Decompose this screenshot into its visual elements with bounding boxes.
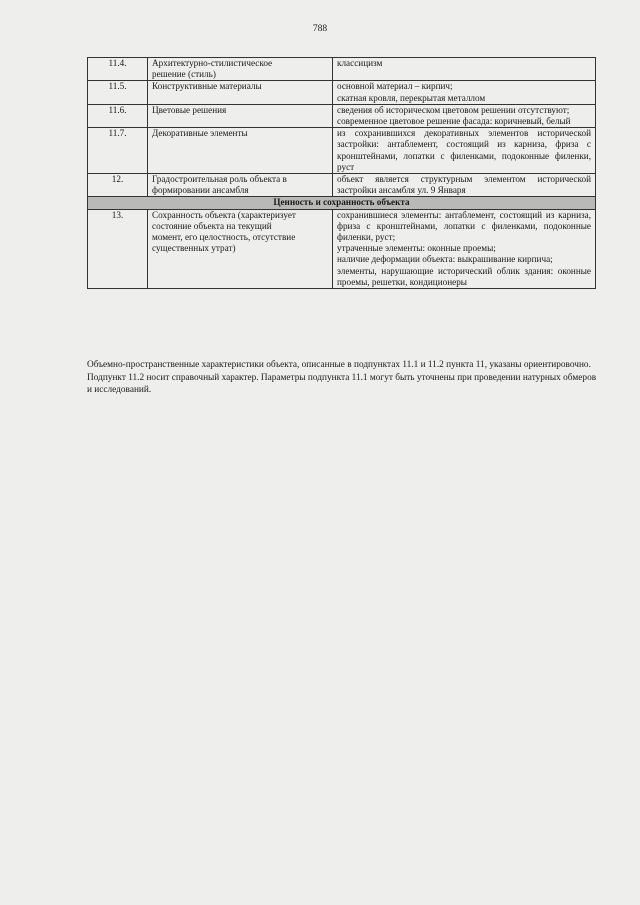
label-line: Архитектурно-стилистическое: [152, 58, 273, 68]
label-line: момент, его целостность, отсутствие: [152, 232, 296, 243]
value-line: классицизм: [337, 58, 383, 68]
value-line: наличие деформации объекта: выкрашивание кирпича;: [337, 254, 553, 265]
label-line: Градостроительная роль объекта в: [152, 174, 287, 185]
value-line: современное цветовое решение фасада: коричневый, белый: [337, 116, 571, 127]
row-label: [148, 128, 333, 174]
label-line: решение (стиль): [152, 69, 216, 80]
row-number: 11.6.: [88, 104, 148, 127]
label-line: Сохранность объекта (характеризует: [152, 209, 296, 220]
row-number: 13.: [88, 209, 148, 288]
row-value: [333, 174, 596, 197]
label-line: существенных утрат): [152, 243, 236, 254]
row-value: [333, 58, 596, 81]
row-label: [148, 209, 333, 288]
footnote-paragraph: Объемно-пространственные характеристики объекта, описанные в подпунктах 11.1 и 11.2 пункта 11, указаны ориентировочно. Подпункт 11.2 носит справочный характер. Параметры подпункта 11.1 могут быть уточнены при проведении натурных обмеров и исследований.: [87, 360, 597, 395]
value-line: сохранившиеся элементы: антаблемент, состоящий из карниза, фриза с кронштейнами, лопатки с филенками, подоконные филенки, руст;: [337, 209, 591, 243]
table-row: [88, 58, 596, 81]
table-row: [88, 128, 596, 174]
value-line: элементы, нарушающие исторический облик здания: оконные проемы, решетки, кондиционеры: [337, 265, 591, 287]
page-number: 788: [312, 24, 328, 34]
label-line: Цветовые решения: [152, 104, 227, 115]
label-line: Декоративные элементы: [152, 128, 248, 139]
table-row: [88, 104, 596, 127]
section-header: Ценность и сохранность объекта: [88, 197, 596, 209]
table-row: [88, 209, 596, 288]
row-value: [333, 104, 596, 127]
row-value: [333, 128, 596, 174]
table-row: [88, 174, 596, 197]
value-line: скатная кровля, перекрытая металлом: [337, 92, 486, 103]
row-number: 11.7.: [88, 128, 148, 174]
row-number: 11.4.: [88, 58, 148, 81]
row-label: [148, 104, 333, 127]
object-characteristics-table: [87, 57, 596, 289]
row-label: [148, 81, 333, 104]
section-header-row: [88, 197, 596, 209]
row-value: [333, 209, 596, 288]
value-line: объект является структурным элементом исторической застройки ансамбля ул. 9 Января: [337, 174, 591, 196]
label-line: формировании ансамбля: [152, 185, 249, 196]
row-label: [148, 174, 333, 197]
row-number: 12.: [88, 174, 148, 197]
label-line: состояние объекта на текущий: [152, 220, 272, 231]
row-number: 11.5.: [88, 81, 148, 104]
label-line: Конструктивные материалы: [152, 81, 262, 92]
row-label: [148, 58, 333, 81]
value-line: сведения об историческом цветовом решении отсутствуют;: [337, 104, 570, 115]
value-line: основной материал – кирпич;: [337, 81, 453, 92]
row-value: [333, 81, 596, 104]
value-line: утраченные элементы: оконные проемы;: [337, 243, 496, 254]
value-line: из сохранившихся декоративных элементов исторической застройки: антаблемент, состоящий из карниза, фриза с кронштейнами, лопатки с филенками, подоконные филенки, руст: [337, 128, 591, 172]
table-row: [88, 81, 596, 104]
